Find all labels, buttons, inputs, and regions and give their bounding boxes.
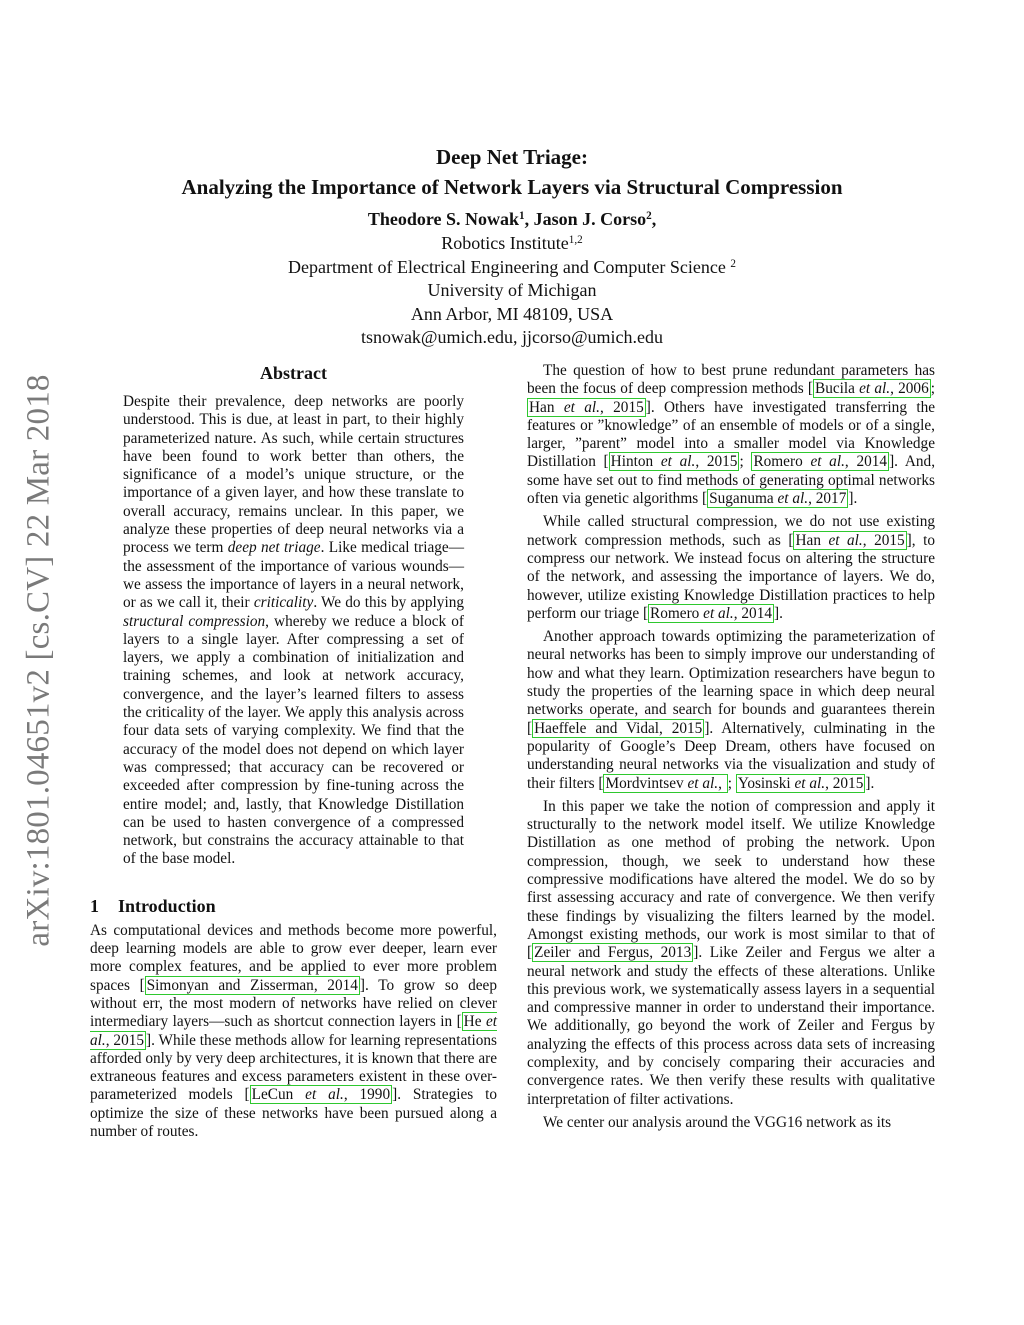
body-text: ]. While these methods allow for learning representations afforded only by very deep architectures, it is known that there are extraneous features and excess parameters existent in these over-parameterized models [ [90,1031,497,1104]
body-text: ]. [865,774,875,792]
citation-link[interactable]: Yosinski et al., 2015 [737,774,864,792]
institute-name: Robotics Institute [441,233,569,253]
paper-header [100,142,924,350]
body-paragraph [527,798,935,1109]
abstract-body [123,393,464,869]
author-name: Theodore S. Nowak [367,209,520,229]
section-number: 1 [90,895,99,916]
institute-mark: 1,2 [568,233,583,246]
citation-link[interactable]: Romero et al., 2014 [650,604,772,622]
citation-link[interactable]: Zeiler and Fergus, 2013 [534,944,692,962]
author-separator: , [651,209,657,229]
citation-link[interactable]: Hinton et al., 2015 [610,453,738,471]
citation-link[interactable]: Han et al., 2015 [795,531,905,549]
body-text: We center our analysis around the VGG16 network as its [543,1113,892,1131]
body-text: ]. [848,490,858,508]
author-name: Jason J. Corso [533,209,647,229]
citation-link[interactable]: He et al., 2015 [90,1013,497,1049]
abstract-text: Despite their prevalence, deep networks are poorly understood. This is due, at least in part, to their highly parameterized nature. As such, while certain structures have been found to work better than others, the significance of a model’s unique structure, or the importance of a given layer, and how these translate to overall accuracy, remains unclear. In this paper, we analyze these properties of deep neural networks via a process we term [123,393,464,557]
citation-link[interactable]: Bucila et al., 2006 [815,380,929,398]
citation-link[interactable]: Suganuma et al., 2017 [709,490,847,508]
author-emails[interactable]: tsnowak@umich.edu, jjcorso@umich.edu [360,327,664,347]
body-text: ]. Alternatively, culminating in the popularity of Google’s Deep Dream, others have focused on understanding neural networks via the visualization and study of their filters [ [527,719,935,792]
body-text: ]. To grow so deep without err, the most modern of networks have relied on clever intermediary layers—such as shortcut connection layers in [ [90,976,497,1031]
abstract-text: . We do this by applying [313,594,465,612]
left-column [90,362,497,1141]
citation-separator: ; [930,380,935,398]
body-text: ]. Strategies to optimize the size of these networks have been pursued along a number of routes. [90,1086,497,1140]
body-paragraph [527,362,935,508]
body-paragraph [527,1114,935,1132]
body-text: As computational devices and methods become more powerful, deep learning models are able to grow ever deeper, learn ever more complex features, and be applied to ever more problem spaces [ [90,921,497,994]
citation-link[interactable]: Simonyan and Zisserman, 2014 [146,976,358,994]
body-text: ]. [774,604,783,622]
body-text: While called structural compression, we do not use existing network compression methods, such as [ [527,513,935,549]
abstract-heading: Abstract [260,363,327,383]
body-paragraph [527,513,935,623]
department-mark: 2 [730,257,736,270]
abstract-emphasis: criticality [253,594,314,612]
citation-link[interactable]: LeCun et al., 1990 [251,1086,391,1104]
author-affiliation-mark: 2 [646,209,652,222]
author-list [100,206,924,232]
body-text: ]. And, some have set out to find methods of generating optimal networks often via genetic algorithms [ [527,453,936,508]
citation-link[interactable]: Haeffele and Vidal, 2015 [534,719,703,737]
body-paragraph [527,628,935,793]
affiliation-institute [100,232,924,256]
author-affiliation-mark: 1 [519,209,525,222]
section-heading-introduction [90,895,497,917]
abstract-emphasis: structural compression [123,612,266,630]
abstract-text: , whereby we reduce a block of layers to a single layer. After compressing a set of layers, we apply a combination of initialization and training schemes, and look at network accuracy, convergence, and the layer’s learned filters to assess the criticality of the layer. We apply this analysis across four data sets of varying complexity. We find that the accuracy of the model does not depend on which layer was compressed; that accuracy can be recovered or exceeded after compression by fine-tuning across the entire model; and, lastly, that Knowledge Distillation can be used to hasten convergence of a compressed network, but constrains the accuracy attainable to that of the base model. [123,612,464,868]
citation-link[interactable]: Han et al., 2015 [529,398,644,416]
body-text: ]. Like Zeiler and Fergus we alter a neural network and study the effects of these alterations. Unlike this previous work, we systematically assess layers in a sequential and compressive manner in order to understand their importance. We additionally, go beyond the work of Zeiler and Fergus by analyzing the effects of this process across data sets of increasing complexity, and by concisely comparing their accuracies and convergence rates. We then verify these results with qualitative interpretation of filter activations. [527,944,935,1108]
right-column [527,362,935,1132]
abstract-text: . Like medical triage—the assessment of the importance of various wounds—we assess the importance of layers in a neural network, or as we call it, their [123,539,464,612]
arxiv-identifier[interactable]: arXiv:1801.04651v2 [cs.CV] 22 Mar 2018 [20,373,57,947]
department-name: Department of Electrical Engineering and Computer Science [288,256,731,277]
title-line-1: Deep Net Triage: [435,145,588,169]
abstract-emphasis: deep net triage [227,539,321,557]
body-text: Another approach towards optimizing the parameterization of neural networks has been to simply improve our understanding of how and what they learn. Optimization researchers have begun to study the properties of the learning space in which deep neural networks operate, and search for bounds and guarantees therein [ [527,628,935,737]
body-text: ], to compress our network. We instead focus on altering the structure of the network, and assessing the importance of layers. We do, however, utilize existing Knowledge Distillation practices to help perform our triage [ [527,531,935,622]
section-title: Introduction [118,895,216,916]
citation-link[interactable]: Romero et al., 2014 [753,453,888,471]
affiliation-address: Ann Arbor, MI 48109, USA [410,303,614,324]
author-separator: , [524,209,534,229]
citation-separator: ; [739,453,752,471]
body-text: ]. Others have investigated transferring the features or ”knowledge” of an ensemble of models or of a single, larger, ”parent” model into a smaller model via Knowledge Distillation [ [527,398,936,471]
affiliation-department [100,256,924,280]
title-line-2: Analyzing the Importance of Network Layers via Structural Compression [181,175,843,199]
introduction-paragraph [90,922,497,1142]
body-text: In this paper we take the notion of compression and apply it structurally to the network model itself. We utilize Knowledge Distillation as one method of probing the network. Upon compression, though, we seek to understand how these compressive modifications have altered the model. We do so by first assessing accuracy and rate of convergence. We then verify these findings by visualizing the filters learned by the model. Amongst existing methods, our work is most similar to that of [ [527,797,935,962]
citation-link[interactable]: Mordvintsev et al., [605,774,726,792]
citation-separator: ; [727,774,736,792]
body-text: The question of how to best prune redundant parameters has been the focus of deep compression methods [ [527,362,935,398]
arxiv-stamp[interactable] [16,350,62,970]
affiliation-university: University of Michigan [427,280,597,300]
